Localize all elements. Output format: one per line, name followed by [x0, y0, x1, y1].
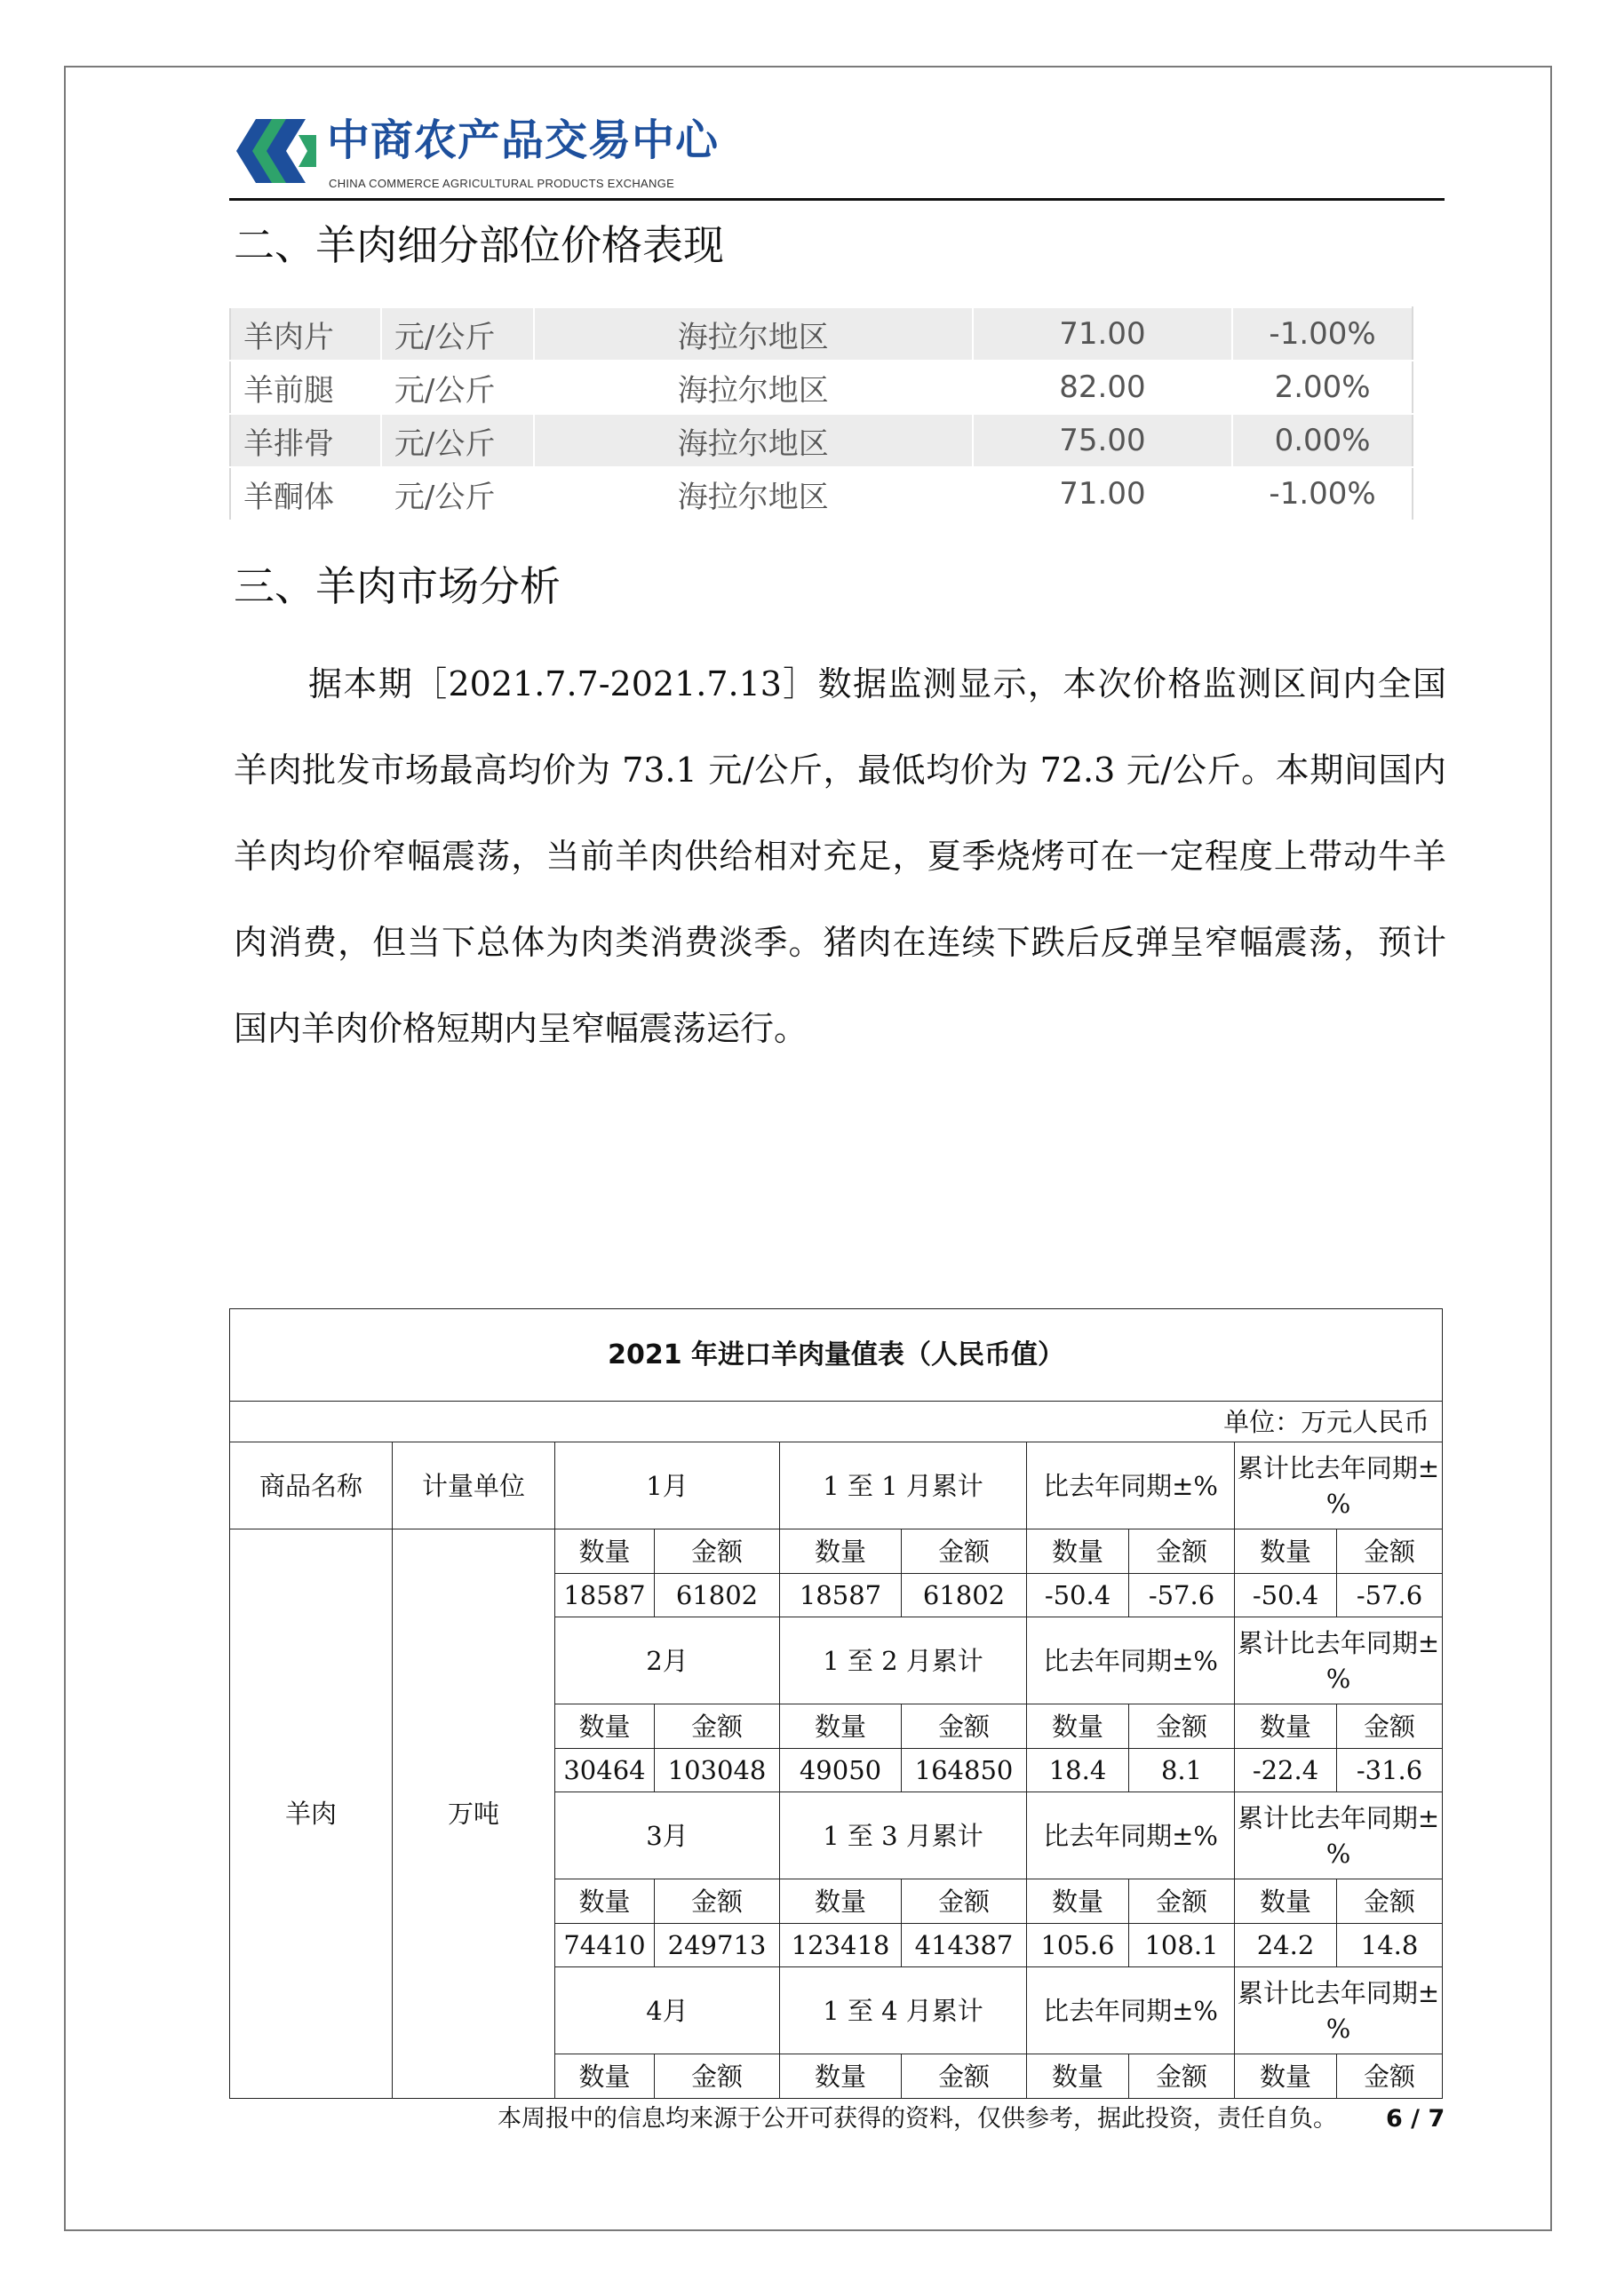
cut-change: -1.00%: [1232, 307, 1413, 361]
qty-header: 数量: [1027, 1879, 1129, 1924]
table-cell: -22.4: [1235, 1749, 1337, 1792]
amt-header: 金额: [1129, 1704, 1235, 1749]
table-row: [230, 1529, 1443, 1574]
qty-header: 数量: [780, 1704, 902, 1749]
amt-header: 金额: [655, 1879, 780, 1924]
footer-disclaimer: 本周报中的信息均来源于公开可获得的资料，仅供参考，据此投资，责任自负。: [498, 2105, 1337, 2133]
cut-unit: 元/公斤: [381, 467, 534, 520]
qty-header: 数量: [1027, 2054, 1129, 2099]
table-cell: 18587: [555, 1574, 655, 1617]
table-cell: 14.8: [1337, 1924, 1443, 1967]
cut-name: 羊前腿: [230, 361, 381, 414]
month-label: 1月: [555, 1442, 780, 1529]
cumulative-yoy-label: 累计比去年同期±%: [1235, 1967, 1443, 2054]
table-cell: -57.6: [1129, 1574, 1235, 1617]
table-cell: 123418: [780, 1924, 902, 1967]
amt-header: 金额: [1129, 1879, 1235, 1924]
table-row: [230, 361, 1413, 414]
qty-header: 数量: [1235, 1529, 1337, 1574]
qty-header: 数量: [555, 1704, 655, 1749]
import-lamb-table: [229, 1308, 1443, 2099]
cumulative-label: 1 至 4 月累计: [780, 1967, 1027, 2054]
amt-header: 金额: [902, 1529, 1027, 1574]
amt-header: 金额: [655, 1529, 780, 1574]
table-unit-note: 单位：万元人民币: [230, 1402, 1443, 1442]
cut-price-table: [229, 306, 1413, 521]
table-cell: 24.2: [1235, 1924, 1337, 1967]
yoy-label: 比去年同期±%: [1027, 1617, 1235, 1704]
table-cell: -31.6: [1337, 1749, 1443, 1792]
table-cell: 18.4: [1027, 1749, 1129, 1792]
cut-price: 82.00: [973, 361, 1232, 414]
cut-unit: 元/公斤: [381, 414, 534, 467]
amt-header: 金额: [902, 1879, 1027, 1924]
cut-region: 海拉尔地区: [534, 467, 973, 520]
cut-change: -1.00%: [1232, 467, 1413, 520]
cut-price: 75.00: [973, 414, 1232, 467]
amt-header: 金额: [1129, 2054, 1235, 2099]
qty-header: 数量: [1235, 2054, 1337, 2099]
month-label: 4月: [555, 1967, 780, 2054]
qty-header: 数量: [555, 2054, 655, 2099]
amt-header: 金额: [902, 2054, 1027, 2099]
table-cell: 61802: [902, 1574, 1027, 1617]
logo-name-cn: 中商农产品交易中心: [327, 115, 720, 165]
qty-header: 数量: [780, 1529, 902, 1574]
cumulative-label: 1 至 1 月累计: [780, 1442, 1027, 1529]
cut-name: 羊肉片: [230, 307, 381, 361]
table-cell: 249713: [655, 1924, 780, 1967]
cut-unit: 元/公斤: [381, 307, 534, 361]
table-cell: 105.6: [1027, 1924, 1129, 1967]
header-rule: [229, 198, 1445, 201]
amt-header: 金额: [655, 2054, 780, 2099]
amt-header: 金额: [1337, 2054, 1443, 2099]
amt-header: 金额: [1337, 1529, 1443, 1574]
qty-header: 数量: [1027, 1529, 1129, 1574]
analysis-paragraph: 据本期［2021.7.7-2021.7.13］数据监测显示，本次价格监测区间内全国羊肉批发市场最高均价为 73.1 元/公斤，最低均价为 72.3 元/公斤。本期间国内羊肉均价窄幅震荡，当前羊肉供给相对充足，夏季烧烤可在一定程度上带动牛羊肉消费，但当下总体为肉类消费淡季。猪肉在连续下跌后反弹呈窄幅震荡，预计国内羊肉价格短期内呈窄幅震荡运行。: [234, 664, 1446, 1048]
cut-name: 羊酮体: [230, 467, 381, 520]
table-cell: -57.6: [1337, 1574, 1443, 1617]
amt-header: 金额: [655, 1704, 780, 1749]
table-cell: 8.1: [1129, 1749, 1235, 1792]
yoy-label: 比去年同期±%: [1027, 1792, 1235, 1879]
qty-header: 数量: [555, 1529, 655, 1574]
table-cell: 74410: [555, 1924, 655, 1967]
cumulative-label: 1 至 2 月累计: [780, 1617, 1027, 1704]
table-cell: 18587: [780, 1574, 902, 1617]
cut-price: 71.00: [973, 467, 1232, 520]
cut-region: 海拉尔地区: [534, 414, 973, 467]
cut-region: 海拉尔地区: [534, 307, 973, 361]
amt-header: 金额: [1129, 1529, 1235, 1574]
qty-header: 数量: [1027, 1704, 1129, 1749]
qty-header: 数量: [780, 2054, 902, 2099]
qty-header: 数量: [780, 1879, 902, 1924]
column-header-product: 商品名称: [230, 1442, 393, 1529]
table-row: [230, 414, 1413, 467]
cut-region: 海拉尔地区: [534, 361, 973, 414]
month-label: 2月: [555, 1617, 780, 1704]
cut-unit: 元/公斤: [381, 361, 534, 414]
cut-change: 2.00%: [1232, 361, 1413, 414]
cumulative-yoy-label: 累计比去年同期±%: [1235, 1617, 1443, 1704]
amt-header: 金额: [1337, 1879, 1443, 1924]
ccx-emblem-icon: [231, 114, 320, 189]
cumulative-yoy-label: 累计比去年同期±%: [1235, 1442, 1443, 1529]
table-cell: 61802: [655, 1574, 780, 1617]
yoy-label: 比去年同期±%: [1027, 1442, 1235, 1529]
table-cell: 49050: [780, 1749, 902, 1792]
qty-header: 数量: [1235, 1704, 1337, 1749]
qty-header: 数量: [555, 1879, 655, 1924]
section-heading-analysis: 三、羊肉市场分析: [234, 562, 561, 610]
table-cell: 164850: [902, 1749, 1027, 1792]
table-row: [230, 1442, 1443, 1529]
table-cell: 103048: [655, 1749, 780, 1792]
cumulative-label: 1 至 3 月累计: [780, 1792, 1027, 1879]
table-cell: -50.4: [1027, 1574, 1129, 1617]
table-cell: 414387: [902, 1924, 1027, 1967]
amt-header: 金额: [902, 1704, 1027, 1749]
yoy-label: 比去年同期±%: [1027, 1967, 1235, 2054]
table-title: 2021 年进口羊肉量值表（人民币值）: [230, 1309, 1443, 1402]
section-heading-prices: 二、羊肉细分部位价格表现: [234, 221, 724, 269]
product-name: 羊肉: [230, 1529, 393, 2099]
cut-change: 0.00%: [1232, 414, 1413, 467]
amt-header: 金额: [1337, 1704, 1443, 1749]
table-cell: 108.1: [1129, 1924, 1235, 1967]
column-header-unit: 计量单位: [393, 1442, 555, 1529]
table-row: [230, 307, 1413, 361]
qty-header: 数量: [1235, 1879, 1337, 1924]
measure-unit: 万吨: [393, 1529, 555, 2099]
table-cell: 30464: [555, 1749, 655, 1792]
page-number: 6 / 7: [1386, 2105, 1445, 2133]
table-cell: -50.4: [1235, 1574, 1337, 1617]
cut-name: 羊排骨: [230, 414, 381, 467]
logo-name-en: CHINA COMMERCE AGRICULTURAL PRODUCTS EXCHANGE: [329, 177, 675, 190]
cumulative-yoy-label: 累计比去年同期±%: [1235, 1792, 1443, 1879]
month-label: 3月: [555, 1792, 780, 1879]
table-row: [230, 467, 1413, 520]
cut-price: 71.00: [973, 307, 1232, 361]
